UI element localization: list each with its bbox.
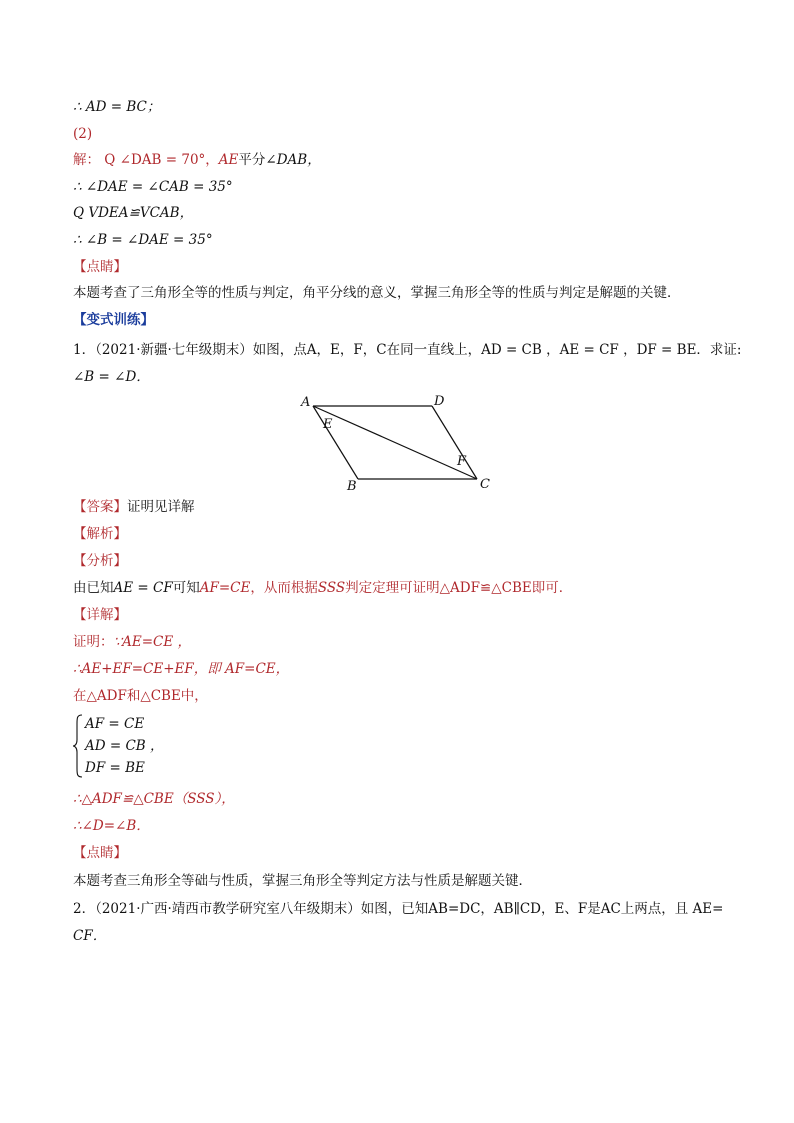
- label-f: F: [457, 454, 467, 469]
- label-a: A: [301, 395, 311, 410]
- left-brace-icon: [73, 714, 83, 778]
- angle-equation-2: ∴ ∠B = ∠DAE = 35°: [73, 232, 213, 248]
- answer-text: 证明见详解: [127, 499, 195, 515]
- part-2-label: (2): [73, 126, 93, 142]
- comment-text-2: 本题考查三角形全等础与性质，掌握三角形全等判定方法与性质是解题关键．: [73, 873, 532, 889]
- label-d: D: [434, 394, 445, 409]
- text-line-14: [73, 551, 127, 571]
- analysis-subheading: 【分析】: [73, 553, 127, 569]
- problem-1-text: 1．（2021·新疆·七年级期末）如图，点A，E，F，C在同一直线上，AD = CB ，AE = CF ，DF = BE．求证:: [73, 342, 742, 358]
- text-line-3: [73, 150, 321, 170]
- text-line-9: [73, 310, 154, 330]
- analysis-text-f: SSS: [317, 580, 346, 596]
- text-line-7: [73, 257, 127, 277]
- text-line-8: [73, 283, 681, 303]
- equation-system: [73, 714, 193, 778]
- text-line-19: [73, 686, 208, 706]
- problem-2-text-cont: CF．: [73, 928, 107, 944]
- proof-step-3: ∴△ADF≌△CBE（SSS），: [73, 791, 235, 807]
- text-line-15: [73, 578, 572, 598]
- label-e: E: [323, 417, 333, 432]
- system-eq-1: AF = CE: [85, 716, 145, 732]
- problem-1-goal: ∠B = ∠D．: [73, 369, 150, 385]
- bisect-text: 平分: [238, 152, 266, 168]
- proof-step-2: 在△ADF和△CBE中，: [73, 688, 208, 704]
- analysis-text-b: AE = CF: [113, 580, 173, 596]
- analysis-text-a: 由已知: [73, 580, 114, 596]
- text-line-4: [73, 177, 233, 197]
- proof-conclusion: ∴∠D=∠B．: [73, 818, 150, 834]
- text-line-1: [73, 97, 160, 117]
- parallelogram-figure: [295, 390, 505, 495]
- text-line-11: [73, 367, 150, 387]
- segment-ab: [313, 406, 358, 479]
- text-line-10: [73, 340, 741, 360]
- text-line-20: [73, 789, 235, 809]
- ae-label: AE: [218, 152, 239, 168]
- system-eq-2: AD = CB ，: [85, 738, 164, 754]
- text-line-5: [73, 203, 193, 223]
- text-line-22: [73, 843, 127, 863]
- angle-dab: ∠DAB，: [265, 152, 321, 168]
- text-line-18: [73, 659, 289, 679]
- text-line-6: [73, 230, 213, 250]
- comment-heading-2: 【点睛】: [73, 845, 127, 861]
- system-eq-3: DF = BE: [85, 760, 145, 776]
- congruence-statement: Q VDEA≌VCAB，: [73, 205, 194, 221]
- label-b: B: [347, 479, 357, 494]
- problem-2-text: 2．（2021·广西·靖西市教学研究室八年级期末）如图，已知AB=DC，AB∥CD，E、F是AC上两点，且 AE=: [73, 901, 724, 917]
- segment-ac: [313, 406, 477, 479]
- text-line-17: [73, 632, 191, 652]
- comment-text: 本题考查了三角形全等的性质与判定，角平分线的意义，掌握三角形全等的性质与判定是解题的关键．: [73, 285, 681, 301]
- segment-dc: [432, 406, 477, 479]
- text-line-21: [73, 816, 150, 836]
- text-line-25: [73, 926, 106, 946]
- solution-start: 解： Q ∠DAB = 70°，: [73, 152, 219, 168]
- text-line-2: [73, 124, 92, 144]
- answer-heading: 【答案】: [73, 499, 127, 515]
- analysis-text-g: 判定定理可证明△ADF≌△CBE即可．: [345, 580, 573, 596]
- text-line-16: [73, 605, 127, 625]
- proof-given: ∵AE=CE ，: [113, 634, 191, 650]
- analysis-heading: 【解析】: [73, 526, 127, 542]
- proof-step-1: ∴AE+EF=CE+EF，即 AF=CE，: [73, 661, 290, 677]
- label-c: C: [480, 477, 490, 492]
- detail-heading: 【详解】: [73, 607, 127, 623]
- text-line-12: [73, 497, 195, 517]
- practice-heading: 【变式训练】: [73, 312, 154, 328]
- proof-label: 证明：: [73, 634, 114, 650]
- analysis-text-d: AF=CE: [199, 580, 251, 596]
- comment-heading: 【点睛】: [73, 259, 127, 275]
- text-line-23: [73, 871, 532, 891]
- analysis-text-c: 可知: [172, 580, 200, 596]
- conclusion-ad-bc: ∴ AD = BC；: [73, 99, 161, 115]
- analysis-text-e: ，从而根据: [250, 580, 318, 596]
- text-line-24: [73, 899, 723, 919]
- angle-equation-1: ∴ ∠DAE = ∠CAB = 35°: [73, 179, 233, 195]
- text-line-13: [73, 524, 127, 544]
